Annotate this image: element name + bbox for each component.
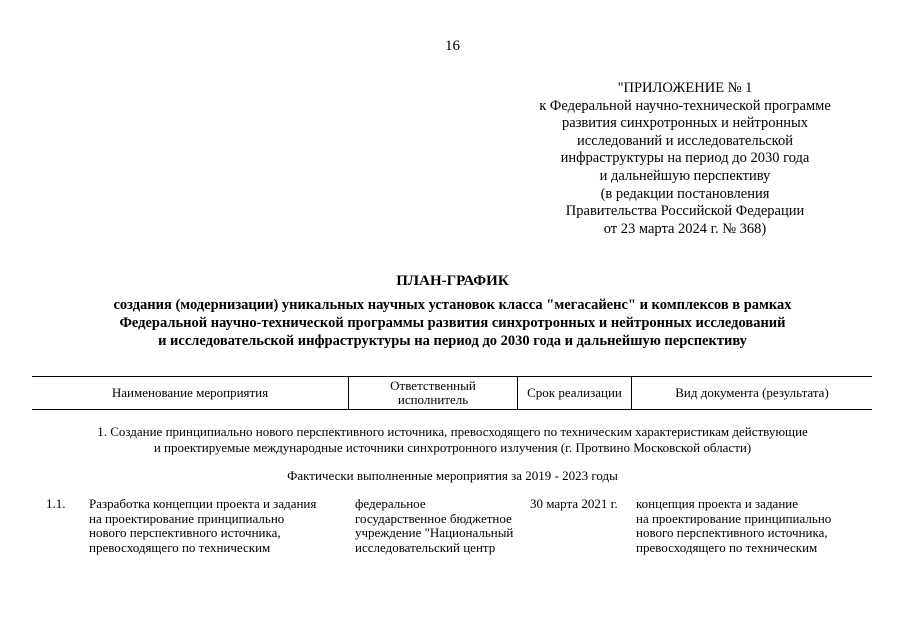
appendix-line: (в редакции постановления <box>600 185 770 202</box>
row-executor-line: учреждение "Национальный <box>355 525 514 540</box>
page-number: 16 <box>445 38 460 54</box>
row-executor-line: федеральное <box>355 496 426 511</box>
appendix-header <box>530 80 840 238</box>
row-result-line: нового перспективного источника, <box>636 525 828 540</box>
section-title-line: и проектируемые международные источники синхротронного излучения (г. Протвино Московской области) <box>153 440 752 455</box>
appendix-line: от 23 марта 2024 г. № 368) <box>603 220 767 237</box>
row-name <box>89 497 316 555</box>
header-executor-line: исполнитель <box>397 392 469 407</box>
row-number: 1.1. <box>46 496 66 511</box>
appendix-line: исследований и исследовательской <box>577 132 793 149</box>
row-result-line: превосходящего по техническим <box>636 539 818 555</box>
plan-subtitle-line: Федеральной научно-технической программы развития синхротронных и нейтронных исследований <box>119 315 786 331</box>
appendix-line: к Федеральной научно-технической программе <box>539 97 831 114</box>
header-deadline: Срок реализации <box>527 385 622 400</box>
subsection-title: Фактически выполненные мероприятия за 2019 - 2023 годы <box>287 468 618 483</box>
row-name-line: превосходящего по техническим <box>89 539 271 555</box>
row-name-line: Разработка концепции проекта и задания <box>89 496 317 511</box>
row-executor <box>355 497 513 555</box>
section-title <box>0 424 905 456</box>
plan-subtitle-line: и исследовательской инфраструктуры на период до 2030 года и дальнейшую перспективу <box>158 333 747 349</box>
appendix-line: инфраструктуры на период до 2030 года <box>560 150 810 167</box>
row-name-line: нового перспективного источника, <box>89 525 281 540</box>
plan-title: ПЛАН-ГРАФИК <box>396 273 509 289</box>
plan-subtitle-line: создания (модернизации) уникальных научных установок класса "мегасайенс" и комплексов в рамках <box>113 297 792 313</box>
row-result-line: концепция проекта и задание <box>636 496 799 511</box>
row-result <box>636 497 831 555</box>
header-executor-line: Ответственный <box>390 378 476 393</box>
appendix-line: и дальнейшую перспективу <box>599 167 771 184</box>
row-deadline: 30 марта 2021 г. <box>530 496 618 511</box>
section-title-line: 1. Создание принципиально нового перспективного источника, превосходящего по техническим характеристикам действующие <box>97 424 808 439</box>
appendix-line: развития синхротронных и нейтронных <box>562 115 808 132</box>
table-header <box>32 376 872 410</box>
plan-subtitle <box>20 296 885 350</box>
header-result: Вид документа (результата) <box>675 385 829 400</box>
header-executor <box>349 377 517 409</box>
row-executor-line: исследовательский центр <box>355 539 496 555</box>
row-result-line: на проектирование принципиально <box>636 510 832 526</box>
row-name-line: на проектирование принципиально <box>89 510 285 526</box>
appendix-line: "ПРИЛОЖЕНИЕ № 1 <box>617 80 753 96</box>
appendix-line: Правительства Российской Федерации <box>565 203 805 220</box>
header-name: Наименование мероприятия <box>111 385 269 400</box>
row-executor-line: государственное бюджетное <box>355 510 512 526</box>
